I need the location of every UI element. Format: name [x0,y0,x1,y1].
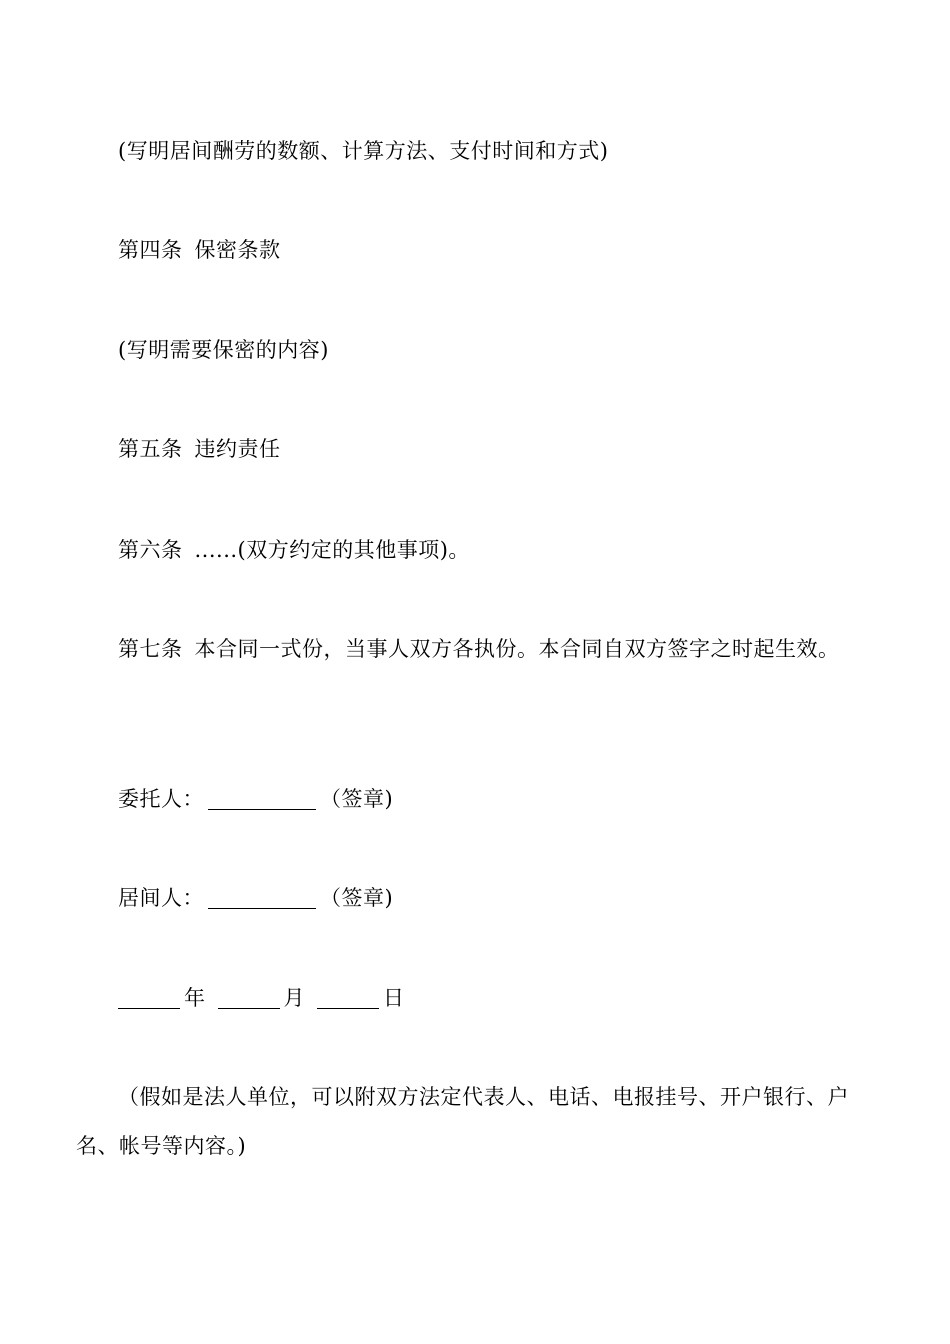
principal-signature-line [118,784,393,814]
article-6 [118,535,470,565]
principal-signature-blank[interactable] [208,787,316,810]
article-6-label: 第六条 [118,538,183,562]
article-5-title: 违约责任 [194,437,281,461]
year-blank[interactable] [118,986,180,1009]
intermediary-label: 居间人： [118,886,204,910]
intermediary-seal-label: （签章) [320,886,394,910]
day-label: 日 [383,986,405,1010]
principal-label: 委托人： [118,787,204,811]
remuneration-note [118,136,608,166]
principal-seal-label: （签章) [320,787,394,811]
year-label: 年 [184,986,206,1010]
article-7 [118,634,840,664]
article-6-text: ......(双方约定的其他事项)。 [194,538,470,562]
legal-entity-note-line-2 [76,1131,246,1161]
remuneration-note-text: (写明居间酬劳的数额、计算方法、支付时间和方式) [118,139,609,163]
article-7-label: 第七条 [118,637,183,661]
article-4-heading [118,235,281,265]
article-7-text: 本合同一式份，当事人双方各执份。本合同自双方签字之时起生效。 [194,637,840,661]
legal-entity-note-text-2: 名、帐号等内容。) [76,1134,247,1158]
article-5-label: 第五条 [118,437,183,461]
date-line [118,983,405,1013]
article-4-label: 第四条 [118,238,183,262]
article-4-title: 保密条款 [194,238,281,262]
confidentiality-note [118,335,329,365]
article-5-heading [118,434,281,464]
confidentiality-note-text: (写明需要保密的内容) [118,338,329,362]
intermediary-signature-line [118,883,393,913]
month-blank[interactable] [218,986,280,1009]
month-label: 月 [283,986,305,1010]
intermediary-signature-blank[interactable] [208,886,316,909]
day-blank[interactable] [317,986,379,1009]
legal-entity-note-text-1: （假如是法人单位，可以附双方法定代表人、电话、电报挂号、开户银行、户 [118,1085,849,1109]
legal-entity-note-line-1 [118,1082,849,1112]
